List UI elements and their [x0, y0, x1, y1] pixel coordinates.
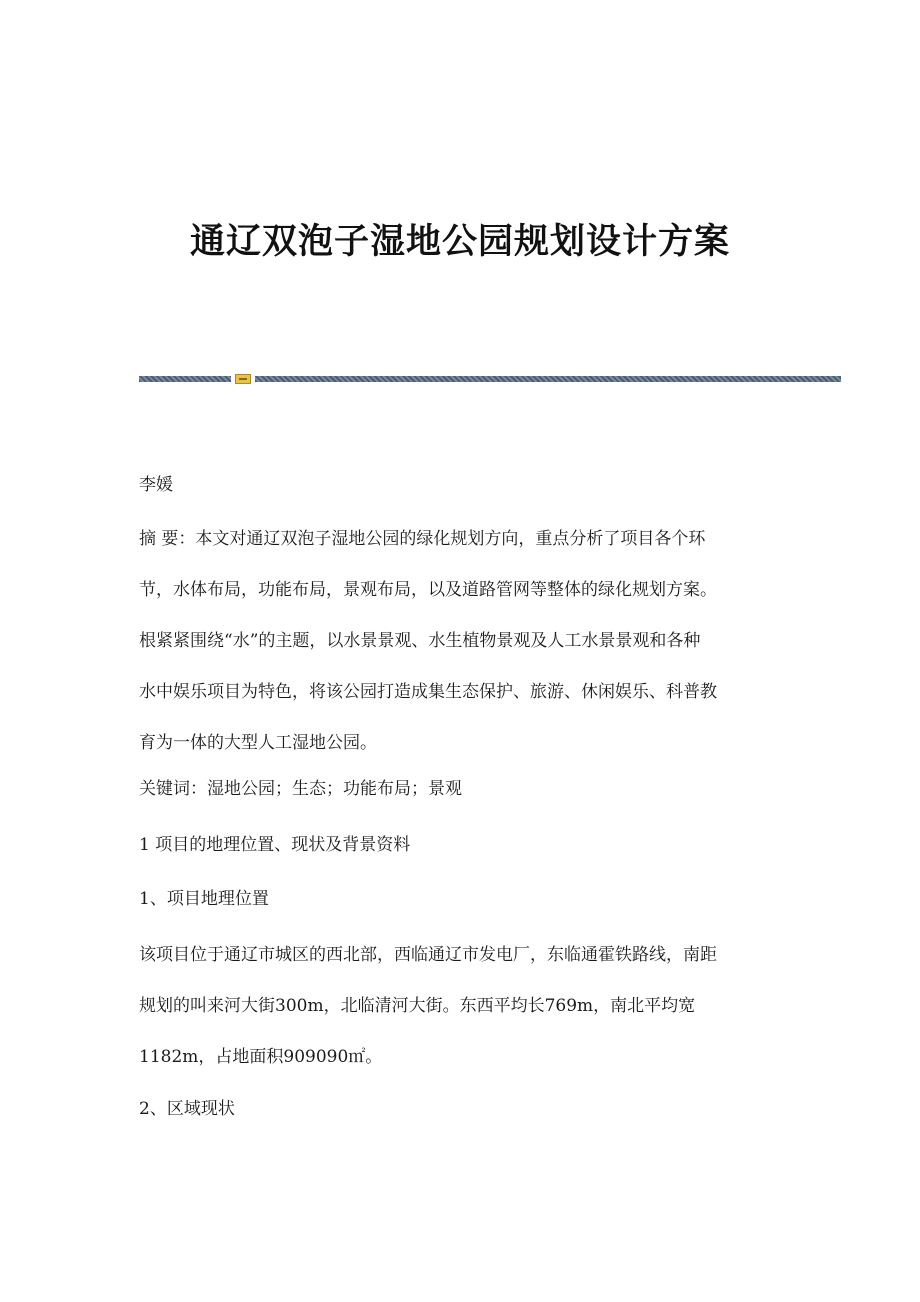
section-1-heading: 1 项目的地理位置、现状及背景资料	[139, 835, 411, 855]
author-name: 李媛	[139, 475, 173, 495]
abstract-line: 育为一体的大型人工湿地公园。	[139, 733, 377, 753]
document-title: 通辽双泡子湿地公园规划设计方案	[189, 222, 730, 262]
abstract-paragraph	[139, 526, 779, 781]
location-line: 规划的叫来河大街300m，北临清河大街。东西平均长769m，南北平均宽	[139, 996, 696, 1016]
divider-ornament-icon	[235, 374, 251, 384]
section-1-2-heading: 2、区域现状	[139, 1099, 235, 1119]
abstract-line: 水中娱乐项目为特色，将该公园打造成集生态保护、旅游、休闲娱乐、科普教	[139, 682, 717, 702]
location-paragraph	[139, 942, 779, 1095]
divider-bar-left	[139, 376, 231, 382]
keywords-line: 关键词：湿地公园；生态；功能布局；景观	[139, 779, 462, 799]
abstract-line: 根紧紧围绕“水”的主题，以水景景观、水生植物景观及人工水景景观和各种	[139, 631, 701, 651]
location-line: 该项目位于通辽市城区的西北部，西临通辽市发电厂，东临通霍铁路线，南距	[139, 945, 717, 965]
divider-bar-right	[255, 376, 841, 382]
title-divider	[139, 374, 841, 384]
abstract-line: 摘 要：本文对通辽双泡子湿地公园的绿化规划方向，重点分析了项目各个环	[139, 529, 706, 549]
abstract-line: 节，水体布局，功能布局，景观布局，以及道路管网等整体的绿化规划方案。	[139, 580, 717, 600]
location-line: 1182m，占地面积909090㎡。	[139, 1047, 383, 1067]
section-1-1-heading: 1、项目地理位置	[139, 889, 269, 909]
